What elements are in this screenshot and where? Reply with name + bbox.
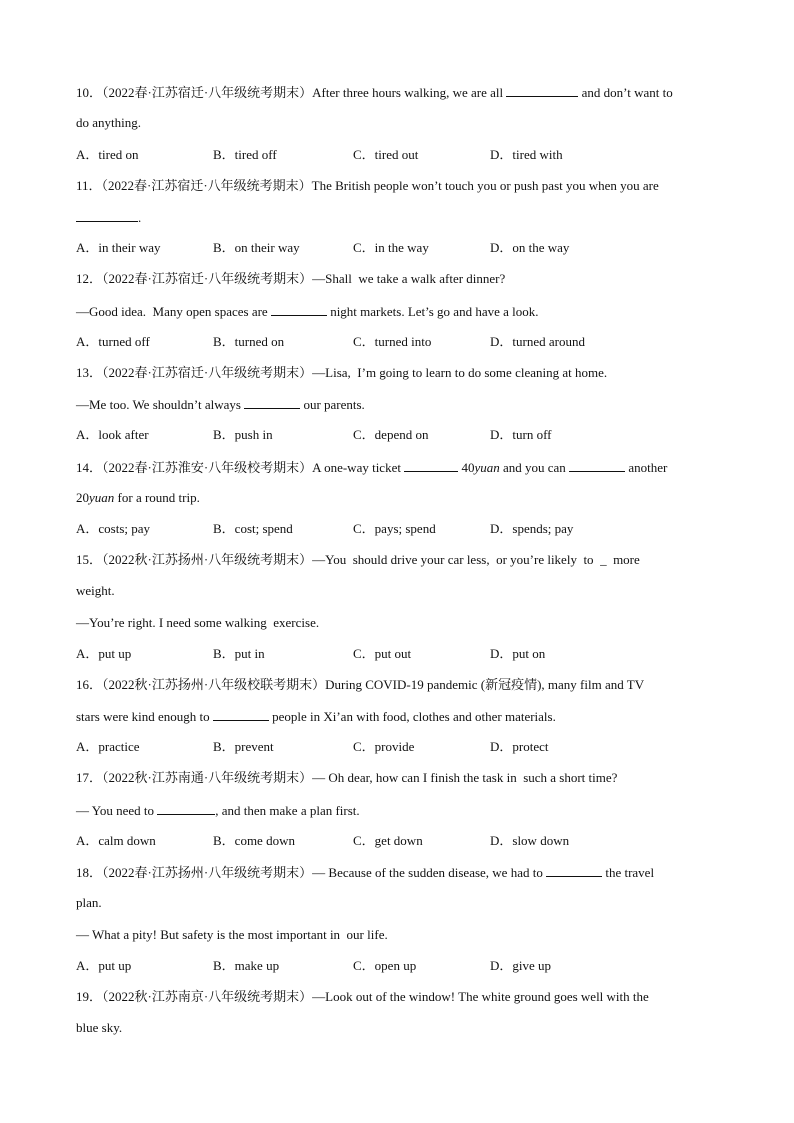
- q14-text-4: another: [625, 460, 668, 475]
- answer-blank[interactable]: [213, 708, 269, 721]
- question-16-stem-cont: [76, 708, 556, 725]
- option-a[interactable]: A．look after: [76, 427, 149, 442]
- answer-blank[interactable]: [157, 802, 215, 815]
- answer-blank[interactable]: [506, 84, 578, 97]
- option-b[interactable]: B．on their way: [213, 240, 300, 255]
- option-d[interactable]: D．slow down: [490, 833, 570, 848]
- option-a[interactable]: A．calm down: [76, 833, 156, 848]
- answer-blank[interactable]: [404, 459, 458, 472]
- option-b[interactable]: B．put in: [213, 646, 265, 661]
- question-18-stem-cont: plan.: [76, 895, 102, 910]
- option-a[interactable]: A．put up: [76, 646, 132, 661]
- option-d[interactable]: D．give up: [490, 958, 552, 973]
- option-a[interactable]: A．costs; pay: [76, 521, 151, 536]
- q14-text-6: for a round trip.: [114, 490, 200, 505]
- option-b[interactable]: B．come down: [213, 833, 295, 848]
- option-c[interactable]: C．get down: [353, 833, 423, 848]
- question-14-stem: [76, 459, 667, 476]
- question-12-stem: 12．（2022春·江苏宿迁·八年级统考期末）—Shall we take a walk after dinner?: [76, 271, 506, 286]
- q14-yuan: yuan: [474, 460, 500, 475]
- q14-text-5: 20: [76, 490, 89, 505]
- q12-text-1: —Good idea. Many open spaces are: [76, 304, 271, 319]
- question-18-stem: [76, 864, 654, 881]
- question-17-stem-cont: [76, 802, 360, 819]
- question-13-stem: 13．（2022春·江苏宿迁·八年级统考期末）—Lisa, I’m going to learn to do some cleaning at home.: [76, 365, 608, 380]
- question-11-stem-cont: [76, 209, 141, 226]
- option-a[interactable]: A．tired on: [76, 147, 139, 162]
- question-13-stem-cont: [76, 396, 365, 413]
- q11-period: .: [138, 210, 142, 225]
- q10-text-1: 10．（2022春·江苏宿迁·八年级统考期末）After three hours walking, we are all: [76, 85, 507, 100]
- option-c[interactable]: C．put out: [353, 646, 412, 661]
- option-b[interactable]: B．cost; spend: [213, 521, 293, 536]
- question-18-reply: — What a pity! But safety is the most important in our life.: [76, 927, 388, 942]
- question-16-stem: 16．（2022秋·江苏扬州·八年级校联考期末）During COVID-19 pandemic (新冠疫情), many film and TV: [76, 677, 645, 692]
- option-c[interactable]: C．pays; spend: [353, 521, 436, 536]
- question-11-stem: 11．（2022春·江苏宿迁·八年级统考期末）The British people won’t touch you or push past you when you are: [76, 178, 659, 193]
- question-10-stem: [76, 84, 673, 101]
- question-15-stem-cont: weight.: [76, 583, 115, 598]
- option-c[interactable]: C．provide: [353, 739, 415, 754]
- answer-blank[interactable]: [76, 209, 138, 222]
- option-d[interactable]: D．turned around: [490, 334, 585, 349]
- option-d[interactable]: D．turn off: [490, 427, 552, 442]
- q16-text-2: people in Xi’an with food, clothes and other materials.: [268, 709, 556, 724]
- q12-text-2: night markets. Let’s go and have a look.: [326, 304, 539, 319]
- option-a[interactable]: A．practice: [76, 739, 140, 754]
- q17-text-1: — You need to: [76, 803, 158, 818]
- option-a[interactable]: A．turned off: [76, 334, 150, 349]
- option-b[interactable]: B．tired off: [213, 147, 277, 162]
- q14-text-1: 14．（2022春·江苏淮安·八年级校考期末）A one-way ticket: [76, 460, 405, 475]
- option-d[interactable]: D．protect: [490, 739, 549, 754]
- option-c[interactable]: C．in the way: [353, 240, 429, 255]
- option-d[interactable]: D．tired with: [490, 147, 563, 162]
- question-15-reply: —You’re right. I need some walking exercise.: [76, 615, 320, 630]
- option-b[interactable]: B．turned on: [213, 334, 285, 349]
- q17-text-2: , and then make a plan first.: [215, 803, 360, 818]
- q18-text-2: the travel: [602, 865, 655, 880]
- q15-blank-mark[interactable]: _: [600, 552, 607, 567]
- option-b[interactable]: B．push in: [213, 427, 273, 442]
- option-a[interactable]: A．put up: [76, 958, 132, 973]
- q15-text-1: 15．（2022秋·江苏扬州·八年级统考期末）—You should drive your car less, or you’re likely to: [76, 552, 601, 567]
- q16-text-1: stars were kind enough to: [76, 709, 213, 724]
- option-c[interactable]: C．open up: [353, 958, 417, 973]
- question-14-stem-cont: [76, 490, 200, 506]
- q13-text-2: our parents.: [300, 397, 365, 412]
- option-d[interactable]: D．put on: [490, 646, 546, 661]
- option-d[interactable]: D．on the way: [490, 240, 570, 255]
- q10-text-2: and don’t want to: [578, 85, 673, 100]
- option-c[interactable]: C．depend on: [353, 427, 429, 442]
- question-17-stem: 17．（2022秋·江苏南通·八年级统考期末）— Oh dear, how can I finish the task in such a short time?: [76, 770, 618, 785]
- question-19-stem-cont: blue sky.: [76, 1020, 123, 1035]
- option-c[interactable]: C．tired out: [353, 147, 419, 162]
- answer-blank[interactable]: [546, 864, 602, 877]
- question-19-stem: 19．（2022秋·江苏南京·八年级统考期末）—Look out of the window! The white ground goes well with the: [76, 989, 649, 1004]
- option-b[interactable]: B．prevent: [213, 739, 274, 754]
- option-b[interactable]: B．make up: [213, 958, 280, 973]
- q13-text-1: —Me too. We shouldn’t always: [76, 397, 245, 412]
- q14-text-3: and you can: [499, 460, 570, 475]
- q14-yuan: yuan: [89, 490, 115, 505]
- answer-blank[interactable]: [244, 396, 300, 409]
- option-c[interactable]: C．turned into: [353, 334, 432, 349]
- q18-text-1: 18．（2022春·江苏扬州·八年级统考期末）— Because of the sudden disease, we had to: [76, 865, 547, 880]
- question-10-stem-cont: do anything.: [76, 115, 141, 130]
- question-15-stem: [76, 552, 640, 568]
- q14-text-2: 40: [458, 460, 475, 475]
- answer-blank[interactable]: [271, 303, 327, 316]
- answer-blank[interactable]: [569, 459, 625, 472]
- q15-text-2: more: [606, 552, 640, 567]
- option-d[interactable]: D．spends; pay: [490, 521, 574, 536]
- option-a[interactable]: A．in their way: [76, 240, 161, 255]
- question-12-stem-cont: [76, 303, 539, 320]
